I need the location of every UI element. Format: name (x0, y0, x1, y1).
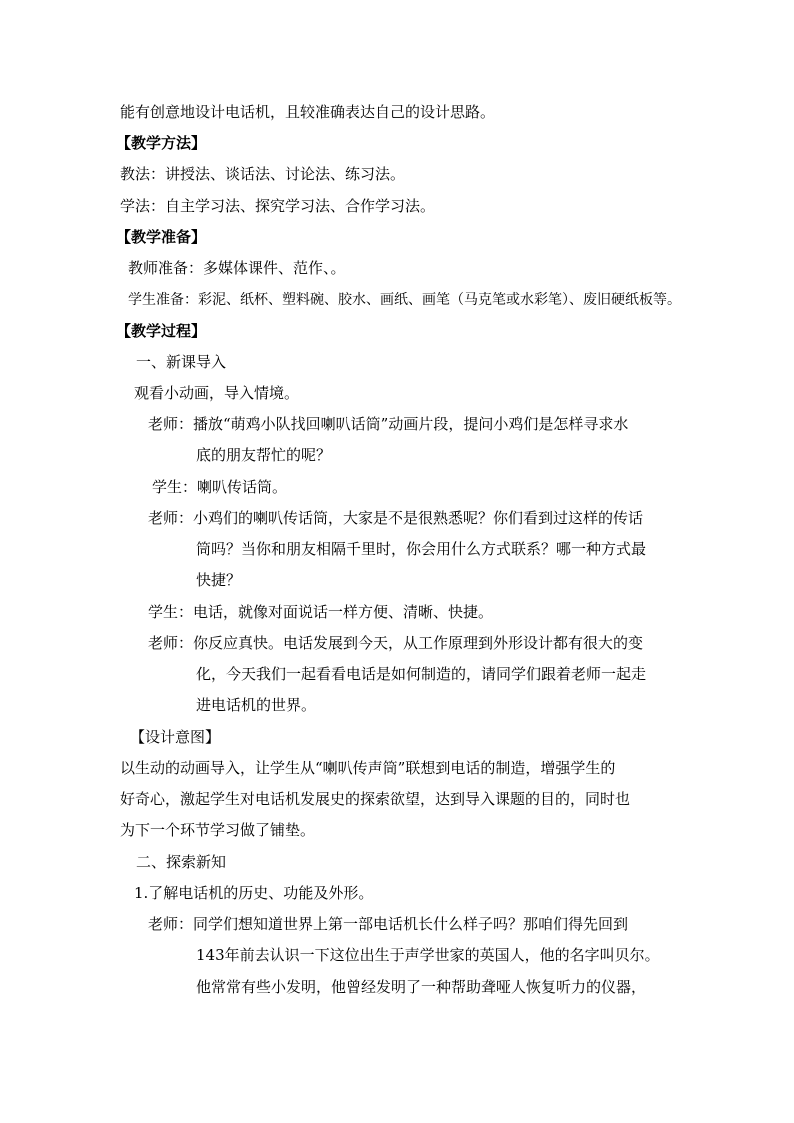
methods-heading: 【教学方法】 (116, 134, 207, 152)
section2-dialogue1-line1: 老师：同学们想知道世界上第一部电话机长什么样子吗？那咱们得先回到 (148, 915, 629, 933)
dialogue2-line2: 筒吗？当你和朋友相隔千里时，你会用什么方式联系？哪一种方式最 (196, 540, 647, 558)
dialogue3-line3: 进电话机的世界。 (196, 696, 317, 714)
section2-item1: 1.了解电话机的历史、功能及外形。 (134, 884, 374, 902)
section2-title: 二、探索新知 (136, 853, 227, 871)
design-intent-line2: 好奇心，激起学生对电话机发展史的探索欲望，达到导入课题的目的，同时也 (120, 790, 631, 808)
answer2-text: 学生：电话，就像对面说话一样方便、清晰、快捷。 (148, 603, 494, 621)
dialogue1-line1: 老师：播放“萌鸡小队找回喇叭话筒”动画片段，提问小鸡们是怎样寻求水 (148, 415, 629, 433)
section2-dialogue1-line3: 他常常有些小发明，他曾经发明了一种帮助聋哑人恢复听力的仪器， (196, 978, 647, 996)
design-intent-line1: 以生动的动画导入，让学生从“喇叭传声筒”联想到电话的制造，增强学生的 (120, 759, 616, 777)
student-preparation-text: 学生准备：彩泥、纸杯、塑料碗、胶水、画纸、画笔（马克笔或水彩笔）、废旧硬纸板等。 (128, 292, 681, 308)
teacher-preparation-text: 教师准备：多媒体课件、范作、。 (128, 259, 346, 277)
preparation-heading: 【教学准备】 (116, 228, 207, 246)
section2-dialogue1-line2: 143年前去认识一下这位出生于声学世家的英国人，他的名字叫贝尔。 (196, 946, 660, 964)
dialogue3-line1: 老师：你反应真快。电话发展到今天，从工作原理到外形设计都有很大的变 (148, 634, 644, 652)
dialogue2-line3: 快捷？ (196, 571, 242, 589)
teaching-methods-text: 教法：讲授法、谈话法、讨论法、练习法。 (120, 165, 406, 183)
section1-lead: 观看小动画，导入情境。 (134, 384, 300, 402)
design-intent-heading: 【设计意图】 (130, 728, 221, 746)
answer1-text: 学生：喇叭传话筒。 (152, 478, 288, 496)
process-heading: 【教学过程】 (116, 322, 207, 340)
dialogue3-line2: 化，今天我们一起看看电话是如何制造的，请同学们跟着老师一起走 (196, 665, 647, 683)
section1-title: 一、新课导入 (136, 353, 227, 371)
design-intent-line3: 为下一个环节学习做了铺垫。 (120, 821, 316, 839)
intro-tail-text: 能有创意地设计电话机，且较准确表达自己的设计思路。 (120, 103, 496, 121)
learning-methods-text: 学法：自主学习法、探究学习法、合作学习法。 (120, 197, 436, 215)
dialogue2-line1: 老师：小鸡们的喇叭传话筒，大家是不是很熟悉呢？你们看到过这样的传话 (148, 509, 644, 527)
dialogue1-line2: 底的朋友帮忙的呢？ (196, 446, 332, 464)
